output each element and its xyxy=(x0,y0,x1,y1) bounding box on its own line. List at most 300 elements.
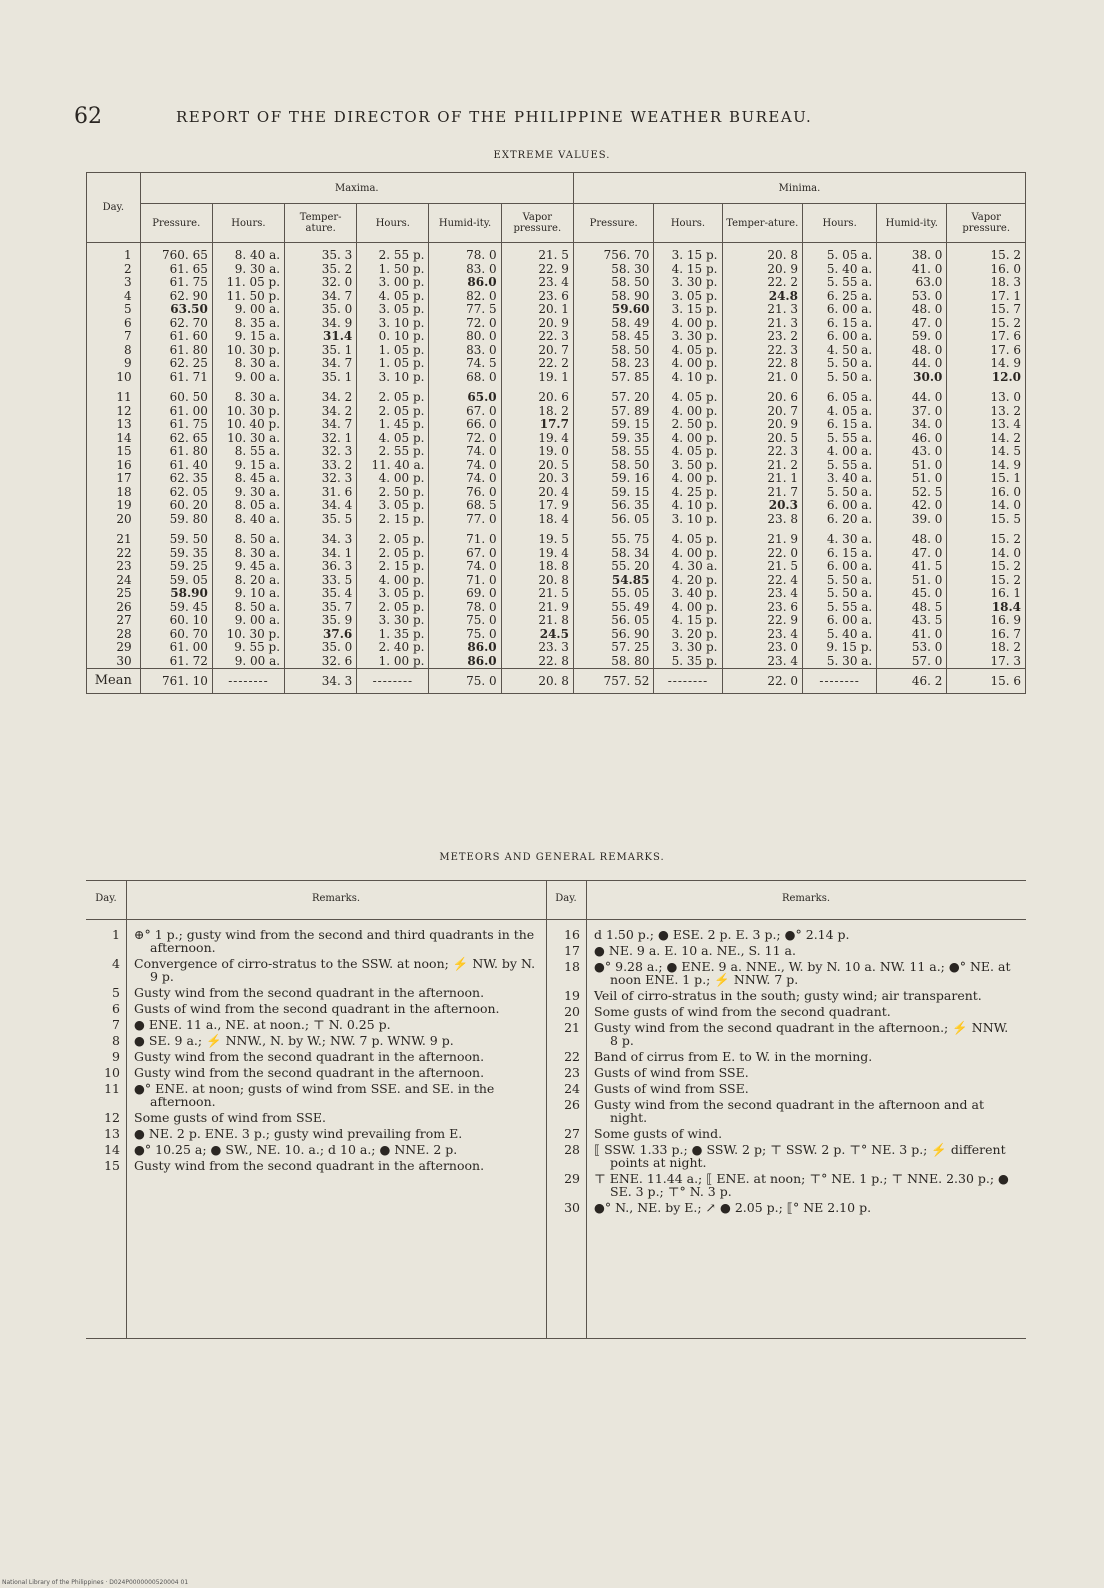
remark-row xyxy=(546,1066,1018,1079)
table-cell: 24.5 xyxy=(501,628,573,642)
remarks-right-body xyxy=(546,918,1026,1339)
table-cell: 2. 40 p. xyxy=(357,641,429,655)
table-cell: 15. 1 xyxy=(947,472,1026,486)
table-cell: 48. 5 xyxy=(877,601,947,615)
table-cell: 22. 9 xyxy=(722,614,802,628)
table-cell: 59. 0 xyxy=(877,330,947,344)
table-cell: 23. 4 xyxy=(722,587,802,601)
day-cell: 23 xyxy=(87,560,141,574)
table-cell: 57. 25 xyxy=(573,641,653,655)
remark-text: Veil of cirro-stratus in the south; gusty wind; air transparent. xyxy=(594,988,982,1003)
table-cell: 35. 9 xyxy=(285,614,357,628)
column-header: Pressure. xyxy=(573,204,653,243)
table-cell: 15. 7 xyxy=(947,303,1026,317)
table-cell: 3. 40 a. xyxy=(802,472,876,486)
table-cell: 20. 8 xyxy=(722,243,802,263)
remark-text: ● NE. 9 a. E. 10 a. NE., S. 11 a. xyxy=(594,943,796,958)
remark-row xyxy=(546,1127,1018,1140)
table-cell: 10. 30 p. xyxy=(212,405,284,419)
column-header: Humid-ity. xyxy=(429,204,501,243)
table-cell: 42. 0 xyxy=(877,499,947,513)
remark-day: 15 xyxy=(104,1158,120,1173)
table-cell: 34. 7 xyxy=(285,357,357,371)
table-cell: 37.6 xyxy=(285,628,357,642)
column-header: Vapor pressure. xyxy=(947,204,1026,243)
table-cell: 8. 40 a. xyxy=(212,243,284,263)
table-cell: 62. 25 xyxy=(140,357,212,371)
table-cell: 23. 4 xyxy=(501,276,573,290)
table-cell: 59. 25 xyxy=(140,560,212,574)
remark-day: 4 xyxy=(112,956,120,971)
table-cell: 21. 7 xyxy=(722,486,802,500)
table-cell: 58.90 xyxy=(140,587,212,601)
table-cell: 77. 5 xyxy=(429,303,501,317)
table-cell: 63.0 xyxy=(877,276,947,290)
table-row xyxy=(87,587,1026,601)
table-row xyxy=(87,547,1026,561)
table-cell: 56. 35 xyxy=(573,499,653,513)
table-cell: 34. 4 xyxy=(285,499,357,513)
table-cell: 3. 30 p. xyxy=(357,614,429,628)
day-cell: 9 xyxy=(87,357,141,371)
table-cell: 12.0 xyxy=(947,371,1026,385)
table-cell: 34. 1 xyxy=(285,547,357,561)
mean-cell: 22. 0 xyxy=(722,669,802,694)
table-cell: 58. 30 xyxy=(573,263,653,277)
table-cell: 80. 0 xyxy=(429,330,501,344)
mean-cell: 75. 0 xyxy=(429,669,501,694)
table-cell: 4. 00 a. xyxy=(802,445,876,459)
table-row xyxy=(87,472,1026,486)
day-cell: 30 xyxy=(87,655,141,669)
table-cell: 4. 00 p. xyxy=(654,472,722,486)
table-row xyxy=(87,445,1026,459)
remark-row xyxy=(546,1050,1018,1063)
table-cell: 21. 3 xyxy=(722,317,802,331)
table-cell: 23. 0 xyxy=(722,641,802,655)
day-cell: 16 xyxy=(87,459,141,473)
table-cell: 57. 85 xyxy=(573,371,653,385)
table-cell: 18. 2 xyxy=(947,641,1026,655)
remark-text: Gusts of wind from SSE. xyxy=(594,1081,749,1096)
table-cell: 56. 05 xyxy=(573,513,653,527)
table-cell: 23. 3 xyxy=(501,641,573,655)
table-cell: 4. 00 p. xyxy=(654,317,722,331)
remark-day: 9 xyxy=(112,1049,120,1064)
remark-day: 20 xyxy=(564,1004,580,1019)
table-cell: 76. 0 xyxy=(429,486,501,500)
table-cell: 14. 9 xyxy=(947,357,1026,371)
table-cell: 34. 2 xyxy=(285,384,357,405)
table-cell: 3. 10 p. xyxy=(357,371,429,385)
table-cell: 5. 30 a. xyxy=(802,655,876,669)
table-cell: 5. 40 a. xyxy=(802,263,876,277)
remark-text: ⟦ SSW. 1.33 p.; ● SSW. 2 p; ⊤ SSW. 2 p. ⊤° NE. 3 p.; ⚡ different points at night. xyxy=(594,1142,1006,1170)
table-cell: 3. 05 p. xyxy=(357,303,429,317)
remark-row xyxy=(86,1111,538,1124)
remarks-title: METEORS AND GENERAL REMARKS. xyxy=(439,852,665,863)
maxima-header: Maxima. xyxy=(140,173,573,204)
table-cell: 61. 80 xyxy=(140,445,212,459)
table-cell: 21. 9 xyxy=(501,601,573,615)
table-cell: 4. 00 p. xyxy=(654,601,722,615)
table-cell: 60. 50 xyxy=(140,384,212,405)
table-cell: 22. 3 xyxy=(722,344,802,358)
table-row xyxy=(87,330,1026,344)
table-cell: 39. 0 xyxy=(877,513,947,527)
table-cell: 35. 4 xyxy=(285,587,357,601)
table-row xyxy=(87,628,1026,642)
day-cell: 24 xyxy=(87,574,141,588)
table-cell: 35. 0 xyxy=(285,641,357,655)
mean-cell: -------- xyxy=(212,669,284,694)
table-cell: 77. 0 xyxy=(429,513,501,527)
table-cell: 35. 0 xyxy=(285,303,357,317)
table-cell: 11. 05 p. xyxy=(212,276,284,290)
table-cell: 6. 00 a. xyxy=(802,614,876,628)
remark-text: Some gusts of wind. xyxy=(594,1126,723,1141)
table-cell: 15. 2 xyxy=(947,243,1026,263)
table-cell: 22. 0 xyxy=(722,547,802,561)
table-cell: 74. 0 xyxy=(429,445,501,459)
table-row xyxy=(87,243,1026,263)
table-cell: 2. 15 p. xyxy=(357,513,429,527)
table-cell: 55. 05 xyxy=(573,587,653,601)
table-cell: 34. 9 xyxy=(285,317,357,331)
table-cell: 3. 40 p. xyxy=(654,587,722,601)
table-cell: 18. 3 xyxy=(947,276,1026,290)
remark-day: 11 xyxy=(104,1081,120,1096)
remark-text: Some gusts of wind from the second quadrant. xyxy=(594,1004,891,1019)
table-cell: 55. 75 xyxy=(573,526,653,547)
table-cell: 18.4 xyxy=(947,601,1026,615)
table-cell: 59. 15 xyxy=(573,486,653,500)
table-row xyxy=(87,384,1026,405)
table-cell: 5. 50 a. xyxy=(802,587,876,601)
table-row xyxy=(87,641,1026,655)
table-cell: 8. 30 a. xyxy=(212,384,284,405)
remark-text: Some gusts of wind from SSE. xyxy=(134,1110,326,1125)
table-cell: 19. 4 xyxy=(501,547,573,561)
mean-cell: -------- xyxy=(654,669,722,694)
table-cell: 4. 05 p. xyxy=(357,432,429,446)
table-cell: 43. 0 xyxy=(877,445,947,459)
table-row xyxy=(87,513,1026,527)
table-row xyxy=(87,432,1026,446)
day-cell: 7 xyxy=(87,330,141,344)
page-number: 62 xyxy=(74,104,102,129)
table-cell: 68. 5 xyxy=(429,499,501,513)
table-cell: 23. 6 xyxy=(501,290,573,304)
mean-cell: 20. 8 xyxy=(501,669,573,694)
column-header: Humid-ity. xyxy=(877,204,947,243)
table-cell: 9. 00 a. xyxy=(212,655,284,669)
table-cell: 83. 0 xyxy=(429,344,501,358)
remark-row xyxy=(546,1172,1018,1198)
table-cell: 1. 50 p. xyxy=(357,263,429,277)
table-cell: 61. 80 xyxy=(140,344,212,358)
column-header: Pressure. xyxy=(140,204,212,243)
table-cell: 13. 2 xyxy=(947,405,1026,419)
table-cell: 10. 30 p. xyxy=(212,344,284,358)
remark-text: Gusty wind from the second quadrant in the afternoon. xyxy=(134,985,485,1000)
table-cell: 41. 0 xyxy=(877,263,947,277)
remark-day: 22 xyxy=(564,1049,580,1064)
remark-row xyxy=(546,1005,1018,1018)
day-cell: 27 xyxy=(87,614,141,628)
remark-row xyxy=(546,928,1018,941)
table-cell: 61. 71 xyxy=(140,371,212,385)
table-cell: 19. 4 xyxy=(501,432,573,446)
column-header: Hours. xyxy=(802,204,876,243)
table-cell: 58. 45 xyxy=(573,330,653,344)
table-cell: 46. 0 xyxy=(877,432,947,446)
table-cell: 34. 0 xyxy=(877,418,947,432)
remark-text: ●° ENE. at noon; gusts of wind from SSE. and SE. in the afternoon. xyxy=(134,1081,495,1109)
remark-text: ⊕° 1 p.; gusty wind from the second and third quadrants in the afternoon. xyxy=(134,927,535,955)
table-row xyxy=(87,357,1026,371)
table-cell: 58. 90 xyxy=(573,290,653,304)
remark-row xyxy=(86,1127,538,1140)
table-cell: 58. 55 xyxy=(573,445,653,459)
table-cell: 17.7 xyxy=(501,418,573,432)
table-cell: 59.60 xyxy=(573,303,653,317)
table-cell: 62. 35 xyxy=(140,472,212,486)
table-cell: 58. 34 xyxy=(573,547,653,561)
table-cell: 4. 00 p. xyxy=(654,405,722,419)
table-cell: 9. 45 a. xyxy=(212,560,284,574)
remark-text: ● ENE. 11 a., NE. at noon.; ⊤ N. 0.25 p. xyxy=(134,1017,391,1032)
table-cell: 32. 0 xyxy=(285,276,357,290)
table-cell: 75. 0 xyxy=(429,628,501,642)
table-cell: 15. 5 xyxy=(947,513,1026,527)
column-header: Vapor pressure. xyxy=(501,204,573,243)
table-cell: 48. 0 xyxy=(877,526,947,547)
remarks-left-column xyxy=(86,880,546,1173)
table-cell: 6. 25 a. xyxy=(802,290,876,304)
remarks-header: Remarks. xyxy=(311,893,361,904)
table-cell: 21. 1 xyxy=(722,472,802,486)
table-cell: 4. 05 p. xyxy=(654,445,722,459)
table-cell: 59. 80 xyxy=(140,513,212,527)
table-cell: 3. 20 p. xyxy=(654,628,722,642)
table-cell: 4. 30 a. xyxy=(802,526,876,547)
remark-row xyxy=(546,1082,1018,1095)
table-cell: 16. 0 xyxy=(947,263,1026,277)
column-header: Hours. xyxy=(212,204,284,243)
table-cell: 6. 15 a. xyxy=(802,317,876,331)
extreme-values-title: EXTREME VALUES. xyxy=(493,150,611,161)
table-cell: 34. 7 xyxy=(285,418,357,432)
mean-cell: 757. 52 xyxy=(573,669,653,694)
table-cell: 10. 30 p. xyxy=(212,628,284,642)
remark-text: Gusty wind from the second quadrant in the afternoon.; ⚡ NNW. 8 p. xyxy=(594,1020,1009,1048)
mean-row xyxy=(87,669,1026,694)
table-row xyxy=(87,614,1026,628)
remark-row xyxy=(86,1082,538,1108)
table-cell: 38. 0 xyxy=(877,243,947,263)
table-cell: 75. 0 xyxy=(429,614,501,628)
table-cell: 61. 75 xyxy=(140,276,212,290)
table-cell: 44. 0 xyxy=(877,357,947,371)
table-row xyxy=(87,371,1026,385)
table-cell: 30.0 xyxy=(877,371,947,385)
table-cell: 4. 05 a. xyxy=(802,405,876,419)
remark-row xyxy=(86,986,538,999)
table-cell: 20. 6 xyxy=(722,384,802,405)
remark-text: ●° 9.28 a.; ● ENE. 9 a. NNE., W. by N. 10 a. NW. 11 a.; ●° NE. at noon ENE. 1 p.; ⚡ NNW. 7 p. xyxy=(594,959,1011,987)
table-cell: 16. 1 xyxy=(947,587,1026,601)
table-cell: 66. 0 xyxy=(429,418,501,432)
table-cell: 47. 0 xyxy=(877,547,947,561)
table-cell: 8. 45 a. xyxy=(212,472,284,486)
table-cell: 2. 50 p. xyxy=(357,486,429,500)
table-cell: 21. 5 xyxy=(501,587,573,601)
table-cell: 57. 0 xyxy=(877,655,947,669)
day-cell: 2 xyxy=(87,263,141,277)
table-cell: 2. 05 p. xyxy=(357,526,429,547)
remark-text: Gusty wind from the second quadrant in the afternoon. xyxy=(134,1049,485,1064)
table-cell: 6. 20 a. xyxy=(802,513,876,527)
remark-day: 18 xyxy=(564,959,580,974)
table-cell: 19. 5 xyxy=(501,526,573,547)
table-row xyxy=(87,418,1026,432)
table-cell: 72. 0 xyxy=(429,317,501,331)
remark-day: 19 xyxy=(564,988,580,1003)
table-cell: 56. 90 xyxy=(573,628,653,642)
table-cell: 59. 50 xyxy=(140,526,212,547)
table-cell: 54.85 xyxy=(573,574,653,588)
table-cell: 20. 7 xyxy=(501,344,573,358)
table-cell: 2. 55 p. xyxy=(357,243,429,263)
table-cell: 35. 3 xyxy=(285,243,357,263)
table-row xyxy=(87,601,1026,615)
table-cell: 61. 65 xyxy=(140,263,212,277)
table-cell: 72. 0 xyxy=(429,432,501,446)
table-cell: 61. 40 xyxy=(140,459,212,473)
table-cell: 15. 2 xyxy=(947,560,1026,574)
table-cell: 3. 10 p. xyxy=(654,513,722,527)
table-cell: 59. 05 xyxy=(140,574,212,588)
table-cell: 60. 70 xyxy=(140,628,212,642)
table-cell: 2. 05 p. xyxy=(357,601,429,615)
table-cell: 6. 05 a. xyxy=(802,384,876,405)
table-cell: 17. 6 xyxy=(947,344,1026,358)
remarks-right-column xyxy=(546,880,1026,1215)
remark-day: 27 xyxy=(564,1126,580,1141)
table-cell: 53. 0 xyxy=(877,641,947,655)
table-cell: 23. 2 xyxy=(722,330,802,344)
remark-row xyxy=(546,989,1018,1002)
remark-row xyxy=(86,1159,538,1172)
column-header: Hours. xyxy=(357,204,429,243)
table-cell: 58. 50 xyxy=(573,344,653,358)
minima-header: Minima. xyxy=(573,173,1025,204)
table-cell: 17. 9 xyxy=(501,499,573,513)
day-cell: 10 xyxy=(87,371,141,385)
table-cell: 20. 9 xyxy=(722,263,802,277)
day-cell: 15 xyxy=(87,445,141,459)
table-cell: 13. 4 xyxy=(947,418,1026,432)
table-row xyxy=(87,574,1026,588)
remarks-right-header xyxy=(546,880,1026,920)
table-cell: 86.0 xyxy=(429,276,501,290)
table-cell: 4. 15 p. xyxy=(654,263,722,277)
day-cell: 4 xyxy=(87,290,141,304)
table-cell: 16. 0 xyxy=(947,486,1026,500)
table-cell: 9. 15 p. xyxy=(802,641,876,655)
remarks-header: Remarks. xyxy=(781,893,831,904)
table-cell: 67. 0 xyxy=(429,547,501,561)
remark-day: 12 xyxy=(104,1110,120,1125)
table-cell: 58. 23 xyxy=(573,357,653,371)
table-cell: 22. 4 xyxy=(722,574,802,588)
table-cell: 20. 7 xyxy=(722,405,802,419)
table-cell: 0. 10 p. xyxy=(357,330,429,344)
table-cell: 71. 0 xyxy=(429,574,501,588)
table-cell: 2. 05 p. xyxy=(357,405,429,419)
remark-row xyxy=(546,1021,1018,1047)
day-cell: 25 xyxy=(87,587,141,601)
remark-row xyxy=(86,1034,538,1047)
table-cell: 3. 30 p. xyxy=(654,330,722,344)
day-cell: 14 xyxy=(87,432,141,446)
day-cell: 18 xyxy=(87,486,141,500)
table-cell: 5. 55 a. xyxy=(802,432,876,446)
table-cell: 8. 35 a. xyxy=(212,317,284,331)
table-cell: 23. 8 xyxy=(722,513,802,527)
day-cell: 8 xyxy=(87,344,141,358)
table-cell: 14. 0 xyxy=(947,499,1026,513)
table-cell: 74. 5 xyxy=(429,357,501,371)
day-cell: 6 xyxy=(87,317,141,331)
table-cell: 2. 55 p. xyxy=(357,445,429,459)
table-cell: 69. 0 xyxy=(429,587,501,601)
table-cell: 4. 20 p. xyxy=(654,574,722,588)
remark-row xyxy=(546,1143,1018,1169)
remark-text: ● NE. 2 p. ENE. 3 p.; gusty wind prevailing from E. xyxy=(134,1126,463,1141)
table-cell: 60. 10 xyxy=(140,614,212,628)
table-cell: 22. 3 xyxy=(722,445,802,459)
mean-cell: 15. 6 xyxy=(947,669,1026,694)
table-cell: 51. 0 xyxy=(877,472,947,486)
extreme-values-body xyxy=(87,243,1026,694)
table-cell: 44. 0 xyxy=(877,384,947,405)
table-cell: 22. 9 xyxy=(501,263,573,277)
table-cell: 8. 20 a. xyxy=(212,574,284,588)
table-cell: 62. 90 xyxy=(140,290,212,304)
table-cell: 6. 00 a. xyxy=(802,330,876,344)
remark-day: 10 xyxy=(104,1065,120,1080)
table-cell: 4. 10 p. xyxy=(654,499,722,513)
table-cell: 8. 55 a. xyxy=(212,445,284,459)
remark-day: 16 xyxy=(564,927,580,942)
day-cell: 28 xyxy=(87,628,141,642)
table-row xyxy=(87,560,1026,574)
table-cell: 61. 60 xyxy=(140,330,212,344)
remark-day: 6 xyxy=(112,1001,120,1016)
table-cell: 59. 35 xyxy=(573,432,653,446)
remarks-left-body xyxy=(86,918,546,1339)
table-cell: 34. 2 xyxy=(285,405,357,419)
mean-cell: 46. 2 xyxy=(877,669,947,694)
table-cell: 4. 10 p. xyxy=(654,371,722,385)
table-cell: 63.50 xyxy=(140,303,212,317)
remark-day: 23 xyxy=(564,1065,580,1080)
remark-text: Band of cirrus from E. to W. in the morning. xyxy=(594,1049,873,1064)
remark-day: 28 xyxy=(564,1142,580,1157)
table-row xyxy=(87,263,1026,277)
